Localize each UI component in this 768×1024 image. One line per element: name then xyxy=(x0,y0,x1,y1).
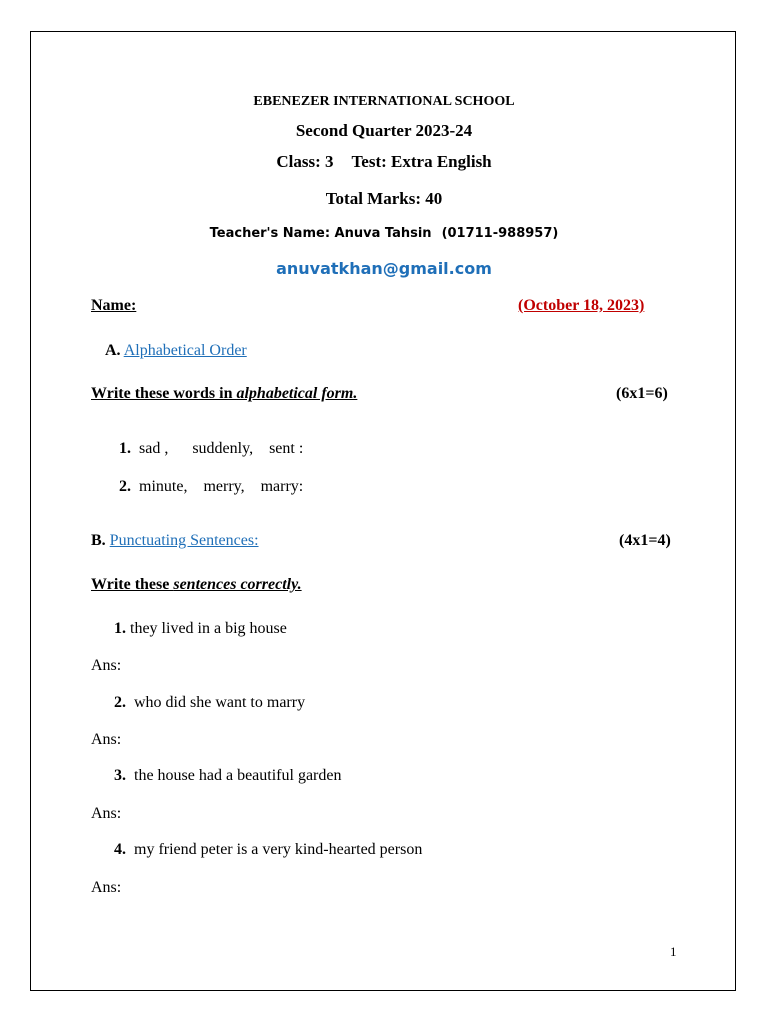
section-a-title[interactable]: Alphabetical Order xyxy=(123,342,247,359)
section-a-item-1 xyxy=(119,440,303,458)
section-b-letter: B. xyxy=(91,532,106,549)
teacher-name: Teacher's Name: Anuva Tahsin xyxy=(209,226,432,241)
section-a-marks: (6x1=6) xyxy=(616,385,668,402)
section-a-item-2 xyxy=(119,478,303,496)
section-b-item-4 xyxy=(114,841,422,859)
section-a-instruction-em: alphabetical form. xyxy=(236,385,358,402)
answer-label: Ans: xyxy=(91,657,122,674)
section-b-instruction-prefix: Write these xyxy=(91,576,174,593)
page-number: 1 xyxy=(670,944,677,959)
item-text: minute, merry, marry: xyxy=(139,478,304,495)
school-name: EBENEZER INTERNATIONAL SCHOOL xyxy=(253,94,515,109)
item-number: 3. xyxy=(114,767,126,784)
item-text: who did she want to marry xyxy=(126,694,306,711)
teacher-email[interactable]: anuvatkhan@gmail.com xyxy=(276,259,492,278)
item-number: 4. xyxy=(114,841,126,858)
item-text: the house had a beautiful garden xyxy=(126,767,342,784)
section-a-instruction xyxy=(91,385,357,403)
section-b-item-2 xyxy=(114,694,305,712)
answer-label: Ans: xyxy=(91,731,122,748)
section-b-instruction xyxy=(91,576,302,594)
term-title: Second Quarter 2023-24 xyxy=(295,121,473,140)
item-number: 1. xyxy=(119,440,131,457)
section-b-item-3 xyxy=(114,767,341,785)
section-b-marks: (4x1=4) xyxy=(619,532,671,549)
class-test-line xyxy=(0,152,768,172)
section-b-heading xyxy=(91,532,259,550)
teacher-line xyxy=(0,226,768,241)
item-text: my friend peter is a very kind-hearted person xyxy=(126,841,423,858)
answer-label: Ans: xyxy=(91,879,122,896)
class-label: Class: 3 xyxy=(276,152,334,171)
item-number: 2. xyxy=(119,478,131,495)
answer-label: Ans: xyxy=(91,805,122,822)
item-text: they lived in a big house xyxy=(126,620,287,637)
item-number: 2. xyxy=(114,694,126,711)
section-a-letter: A. xyxy=(105,342,121,359)
section-b-title[interactable]: Punctuating Sentences: xyxy=(109,532,259,549)
test-date: (October 18, 2023) xyxy=(518,297,645,314)
teacher-phone: (01711-988957) xyxy=(441,226,559,241)
section-a-heading xyxy=(105,342,247,360)
section-a-instruction-prefix: Write these words in xyxy=(91,385,237,402)
name-label: Name: xyxy=(91,297,137,314)
section-b-instruction-em: sentences correctly. xyxy=(173,576,302,593)
total-marks: Total Marks: 40 xyxy=(325,189,443,208)
item-number: 1. xyxy=(114,620,126,637)
test-label: Test: Extra English xyxy=(351,152,492,171)
section-b-item-1 xyxy=(114,620,287,638)
item-text: sad , suddenly, sent : xyxy=(139,440,304,457)
